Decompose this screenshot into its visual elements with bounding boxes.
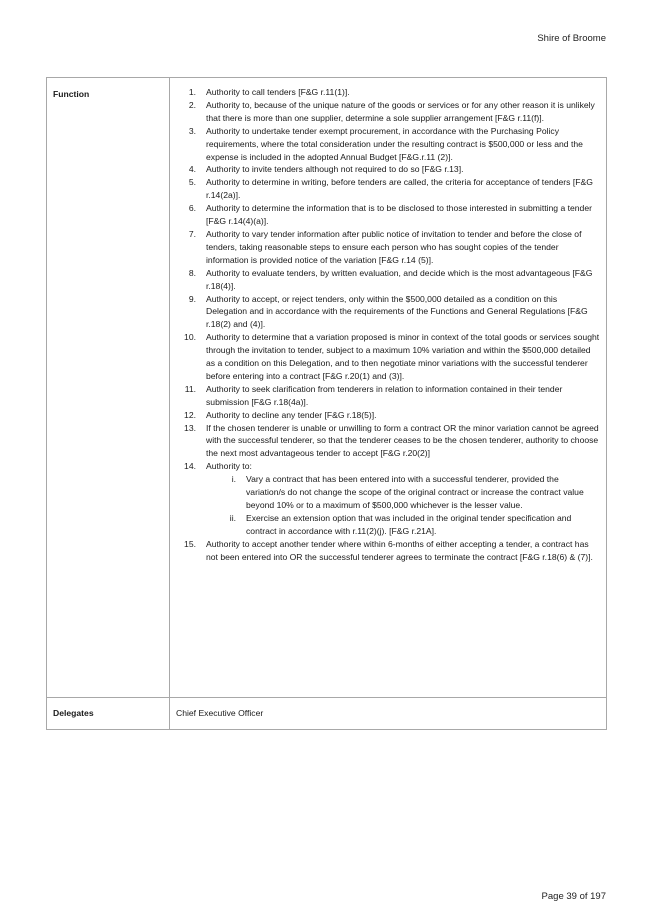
sub-item-text: Exercise an extension option that was included in the original tender specification and contract in accordance with r.11(2)(j). [F&G r.21A]. [246, 512, 572, 536]
item-number: 7. [188, 228, 196, 239]
list-item [170, 228, 600, 267]
list-item [170, 331, 600, 383]
sub-list-item [206, 512, 600, 538]
item-text: If the chosen tenderer is unable or unwilling to form a contract OR the minor variation cannot be agreed with the successful tenderer, so that the tenderer ceases to be the chosen tenderer, authority to choose the next most advantageous tender to accept [F&G r.20(2)] [206, 422, 599, 459]
item-number: 8. [188, 267, 196, 278]
item-number: 10. [184, 332, 196, 343]
list-item [170, 422, 600, 461]
header-organisation: Shire of Broome [537, 33, 606, 44]
item-text: Authority to seek clarification from tenderers in relation to information contained in their tender submission [F&G r.18(4a)]. [206, 383, 563, 407]
list-item [170, 163, 600, 176]
item-text: Authority to vary tender information after public notice of invitation to tender and before the close of tenders, taking reasonable steps to ensure each person who has sought copies of the tender information is provided notice of the variation [F&G r.14 (5)]. [206, 228, 582, 265]
sub-list-item [206, 473, 600, 512]
list-item [170, 202, 600, 228]
list-item [170, 86, 600, 99]
item-text: Authority to, because of the unique nature of the goods or services or for any other reason it is unlikely that there is more than one supplier, determine a sole supplier arrangement [F&G r.11(f)]. [206, 99, 595, 123]
function-content [170, 78, 607, 698]
item-text: Authority to: [206, 461, 252, 472]
list-item [170, 460, 600, 537]
item-number: 9. [188, 293, 196, 304]
function-label: Function [47, 78, 170, 698]
list-item [170, 99, 600, 125]
list-item [170, 176, 600, 202]
item-text: Authority to accept, or reject tenders, only within the $500,000 detailed as a condition on this Delegation and in accordance with the requirements of the Functions and General Regulations [F&G r.18(2) and (4)]. [206, 293, 588, 330]
item-text: Authority to determine the information that is to be disclosed to those interested in submitting a tender [F&G r.14(4)(a)]. [206, 203, 592, 227]
item-number: 11. [184, 383, 196, 394]
item-text: Authority to evaluate tenders, by written evaluation, and decide which is the most advantageous [F&G r.18(4)]. [206, 267, 593, 291]
list-item [170, 538, 600, 564]
item-number: 14. [184, 461, 196, 472]
delegates-value: Chief Executive Officer [170, 698, 607, 730]
function-list [170, 86, 600, 564]
delegates-row [47, 698, 607, 730]
item-number: 15. [184, 538, 196, 549]
item-text: Authority to decline any tender [F&G r.18(5)]. [206, 409, 377, 420]
item-body [206, 460, 600, 537]
page-number: Page 39 of 197 [541, 891, 606, 902]
list-item [170, 293, 600, 332]
delegation-table [46, 77, 607, 730]
item-text: Authority to undertake tender exempt procurement, in accordance with the Purchasing Policy requirements, where the total consideration under the resulting contract is $500,000 or less and the expense is included in the adopted Annual Budget [F&G.r.11 (2)]. [206, 125, 583, 162]
sub-list [206, 473, 600, 538]
item-number: 5. [188, 177, 196, 188]
function-row [47, 78, 607, 698]
item-number: 3. [188, 125, 196, 136]
sub-item-number: i. [231, 474, 236, 485]
item-text: Authority to accept another tender where within 6-months of either accepting a tender, a contract has not been entered into OR the successful tenderer agrees to terminate the contract [F&G r.18(6) & (7)]. [206, 538, 593, 562]
item-number: 12. [184, 409, 196, 420]
list-item [170, 409, 600, 422]
list-item [170, 125, 600, 164]
list-item [170, 267, 600, 293]
item-text: Authority to invite tenders although not required to do so [F&G r.13]. [206, 164, 464, 175]
item-text: Authority to call tenders [F&G r.11(1)]. [206, 87, 350, 97]
item-number: 2. [188, 99, 196, 110]
sub-item-number: ii. [229, 512, 236, 523]
delegates-label: Delegates [47, 698, 170, 730]
item-text: Authority to determine in writing, before tenders are called, the criteria for acceptance of tenders [F&G r.14(2a)]. [206, 177, 593, 201]
item-number: 4. [188, 164, 196, 175]
item-number: 1. [188, 87, 196, 97]
sub-item-text: Vary a contract that has been entered into with a successful tenderer, provided the variation/s do not change the scope of the original contract or increase the contract value beyond 10% or to a maximum of $500,000 whichever is the lesser value. [246, 474, 584, 510]
list-item [170, 383, 600, 409]
item-number: 13. [184, 422, 196, 433]
item-text: Authority to determine that a variation proposed is minor in context of the total goods or services sought through the invitation to tender, subject to a maximum 10% variation and within the $500,000 detailed as a condition on this Delegation, and to then negotiate minor variations with the successful tenderer before entering into a contract [F&G r.20(1) and (3)]. [206, 332, 600, 381]
item-number: 6. [188, 203, 196, 214]
